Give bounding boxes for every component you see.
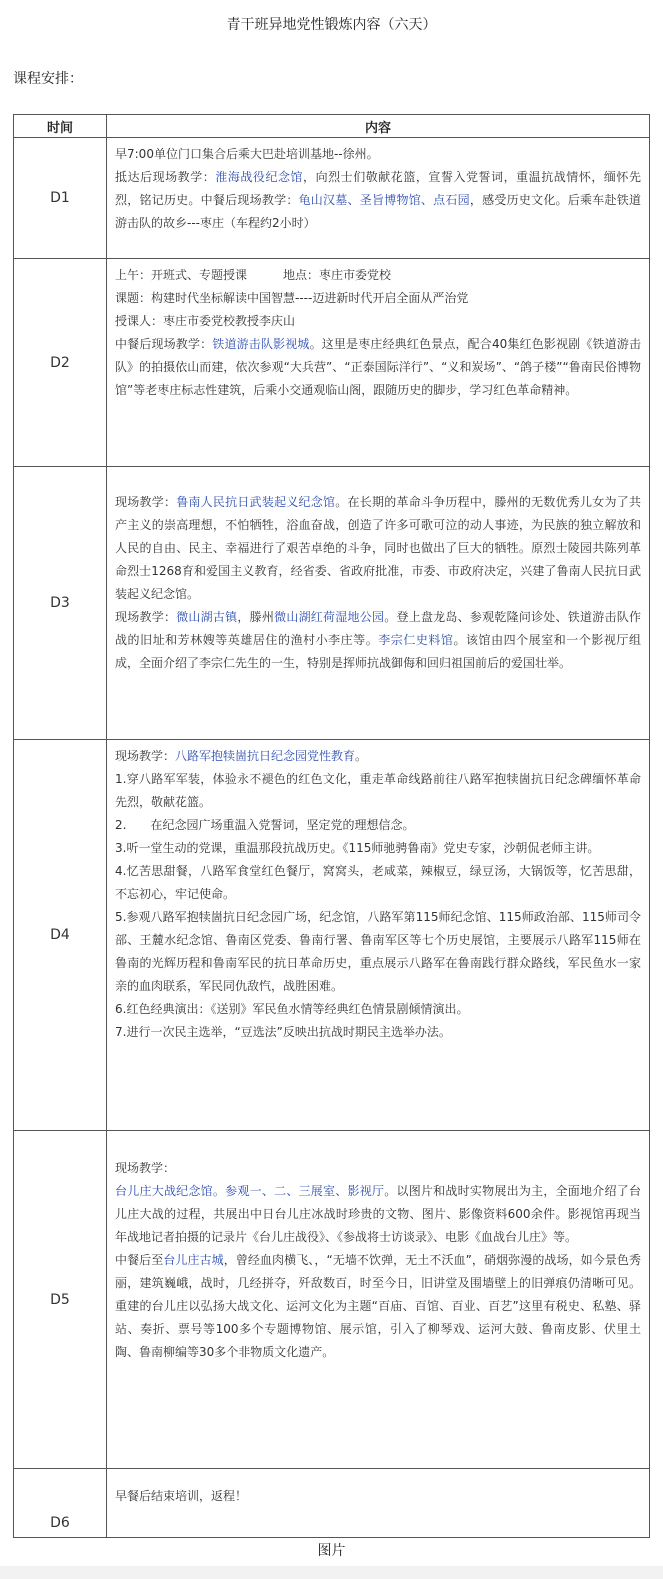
table-row: [14, 1131, 650, 1469]
content-paragraph: [115, 310, 641, 333]
content-cell: [107, 467, 650, 740]
content-paragraph: [115, 1180, 641, 1249]
table-row: [14, 467, 650, 740]
text-segment: 早7:00单位门口集合后乘大巴赴培训基地--徐州。: [115, 147, 379, 161]
content-paragraph: [115, 143, 641, 166]
image-caption: 图片: [317, 1543, 346, 1559]
highlighted-place: 微山湖古镇: [176, 610, 238, 624]
content-cell: [107, 259, 650, 467]
content-paragraph: [115, 1249, 641, 1364]
content-cell: [107, 1469, 650, 1538]
text-segment: 4.忆苦思甜餐，八路军食堂红色餐厅，窝窝头，老咸菜，辣椒豆，绿豆汤，大锅饭等，忆苦思甜，不忘初心，牢记使命。: [115, 864, 641, 901]
content-paragraph: [115, 814, 641, 837]
table-row: [14, 138, 650, 259]
table-row: [14, 740, 650, 1131]
highlighted-place: 台儿庄古城: [163, 1253, 224, 1267]
content-paragraph: [115, 1485, 641, 1508]
text-segment: 中餐后至: [115, 1253, 164, 1267]
content-paragraph: [115, 166, 641, 235]
text-segment: 。以图片和战时实物展出为主，全面地介绍了台儿庄大战的过程，共展出中日台儿庄冰战时珍贵的文物、图片、影像资料600余件。影视馆再现当年战地记者拍摄的记录片《台儿庄战役》、《参战将士访谈录》、电影《血战台儿庄》等。: [115, 1184, 641, 1244]
day-cell: D6: [14, 1469, 107, 1538]
day-cell: D2: [14, 259, 107, 467]
section-label: 课程安排：: [13, 71, 83, 87]
highlighted-place: 铁道游击队影视城: [212, 337, 310, 351]
highlighted-place: 台儿庄大战纪念馆: [115, 1184, 213, 1198]
content-cell: [107, 138, 650, 259]
day-cell: D1: [14, 138, 107, 259]
content-paragraph: [115, 264, 641, 287]
text-segment: 5.参观八路军抱犊崮抗日纪念园广场，纪念馆，八路军第115师纪念馆、115师政治部、115师司令部、王麓水纪念馆、鲁南区党委、鲁南行署、鲁南军区等七个历史展馆，主要展示八路军115师在鲁南的光辉历程和鲁南军民的抗日革命历史，重点展示八路军在鲁南践行群众路线，军民鱼水一家亲的血肉联系，军民同仇敌忾，战胜困难。: [115, 910, 641, 993]
content-paragraph: [115, 768, 641, 814]
text-segment: 课题：构建时代坐标解读中国智慧----迈进新时代开启全面从严治党: [115, 291, 469, 305]
content-paragraph: [115, 491, 641, 606]
table-header-row: [14, 115, 650, 138]
content-paragraph: [115, 998, 641, 1021]
content-paragraph: [115, 745, 641, 768]
content-cell: [107, 740, 650, 1131]
day-cell: D5: [14, 1131, 107, 1469]
text-segment: 7.进行一次民主选举，“豆选法”反映出抗战时期民主选举办法。: [115, 1025, 451, 1039]
text-segment: 中餐后现场教学：: [115, 337, 213, 351]
text-segment: 上午：开班式、专题授课 地点：枣庄市委党校: [115, 268, 392, 282]
text-segment: 2. 在纪念园广场重温入党誓词，坚定党的理想信念。: [115, 818, 415, 832]
highlighted-place: 。参观一、二、三展室、影视厅: [212, 1184, 385, 1198]
text-segment: ，向烈士们敬献花篮，宣誓入党誓词，重温抗战情怀，缅怀先烈，铭记历史。中餐后现场教学：: [115, 170, 641, 207]
text-segment: ，曾经血肉横飞、，“无墙不饮弹，无土不沃血”，硝烟弥漫的战场，如今景色秀丽，建筑巍峨，战时，几经拼夺，歼敌数百，时至今日，旧讲堂及围墙壁上的旧弹痕仍清晰可见。重建的台儿庄以弘扬大战文化、运河文化为主题“百庙、百馆、百业、百艺”这里有税史、私塾、驿站、奏折、票号等100多个专题博物馆、展示馆，引入了柳琴戏、运河大鼓、鲁南皮影、伏里土陶、鲁南柳编等30多个非物质文化遗产。: [115, 1253, 641, 1359]
highlighted-place: 淮海战役纪念馆: [215, 170, 304, 184]
text-segment: 早餐后结束培训，返程！: [115, 1489, 248, 1503]
highlighted-place: 鲁南人民抗日武装起义纪念馆: [176, 495, 336, 509]
content-paragraph: [115, 1021, 641, 1044]
content-paragraph: [115, 333, 641, 402]
highlighted-place: 微山湖红荷湿地公园: [274, 610, 385, 624]
content-paragraph: [115, 906, 641, 998]
content-paragraph: [115, 1157, 641, 1180]
content-paragraph: [115, 606, 641, 675]
text-segment: 1.穿八路军军装，体验永不褪色的红色文化，重走革命线路前往八路军抱犊崮抗日纪念碑缅怀革命先烈，敬献花篮。: [115, 772, 641, 809]
image-placeholder: [0, 1566, 663, 1579]
highlighted-place: 八路军抱犊崮抗日纪念园党性教育: [175, 749, 356, 763]
schedule-table: [13, 114, 650, 1538]
header-time: 时间: [14, 115, 107, 138]
text-segment: 。该馆由四个展室和一个影视厅组成，全面介绍了李宗仁先生的一生，特别是挥师抗战御侮和回归祖国前后的爱国壮举。: [115, 633, 641, 670]
table-row: [14, 1469, 650, 1538]
text-segment: 授课人：枣庄市委党校教授李庆山: [115, 314, 296, 328]
text-segment: 现场教学：: [115, 749, 176, 763]
highlighted-place: 李宗仁史料馆: [378, 633, 454, 647]
highlighted-place: 龟山汉墓、圣旨博物馆、点石园: [298, 193, 470, 207]
content-paragraph: [115, 860, 641, 906]
day-cell: D3: [14, 467, 107, 740]
text-segment: 现场教学：: [115, 495, 177, 509]
text-segment: 。在长期的革命斗争历程中，滕州的无数优秀儿女为了共产主义的崇高理想，不怕牺牲，浴血奋战，创造了许多可歌可泣的动人事迹，为民族的独立解放和人民的自由、民主、幸福进行了艰苦卓绝的斗争，同时也做出了巨大的牺牲。原烈士陵园共陈列革命烈士1268育和爱国主义教育，经省委、省政府批准，市委、市政府决定，兴建了鲁南人民抗日武装起义纪念馆。: [115, 495, 641, 601]
text-segment: ，滕州: [237, 610, 275, 624]
table-row: [14, 259, 650, 467]
text-segment: 。这里是枣庄经典红色景点，配合40集红色影视剧《铁道游击队》的拍摄依山而建，依次参观“大兵营”、“正泰国际洋行”、“义和炭场”、“鸽子楼”“鲁南民俗博物馆”等老枣庄标志性建筑，后乘小交通观临山阁，跟随历史的脚步，学习红色革命精神。: [115, 337, 641, 397]
text-segment: 。: [355, 749, 368, 763]
page-title: 青干班异地党性锻炼内容（六天）: [226, 17, 437, 33]
text-segment: 现场教学：: [115, 1161, 176, 1175]
content-paragraph: [115, 287, 641, 310]
text-segment: 3.听一堂生动的党课，重温那段抗战历史。《115师驰骋鲁南》党史专家，沙朝侃老师主讲。: [115, 841, 600, 855]
text-segment: 6.红色经典演出：《送别》军民鱼水情等经典红色情景剧倾情演出。: [115, 1002, 469, 1016]
day-cell: D4: [14, 740, 107, 1131]
content-paragraph: [115, 837, 641, 860]
text-segment: 。登上盘龙岛、参观乾隆问诊处、铁道游击队作战的旧址和芳林嫂等英雄居住的渔村小李庄等。: [115, 610, 641, 647]
text-segment: 抵达后现场教学：: [115, 170, 216, 184]
header-content: 内容: [107, 115, 650, 138]
content-cell: [107, 1131, 650, 1469]
text-segment: 现场教学：: [115, 610, 177, 624]
text-segment: ，感受历史文化。后乘车赴铁道游击队的故乡---枣庄（车程约2小时）: [115, 193, 641, 230]
